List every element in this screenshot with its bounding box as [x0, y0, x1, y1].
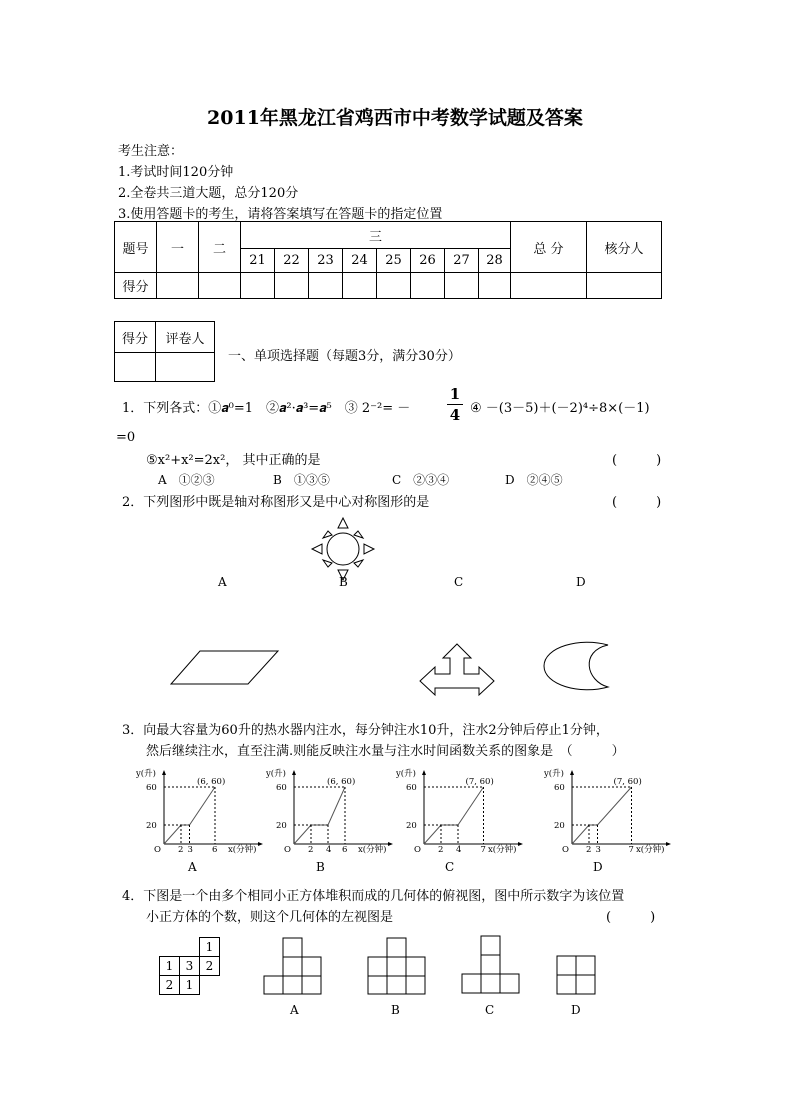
- section1-heading: 一、单项选择题（每题3分，满分30分）: [228, 349, 461, 364]
- q3-graph-d: [540, 768, 680, 856]
- q1-fraction: [447, 386, 463, 423]
- point-label: (6, 60): [327, 777, 356, 787]
- graph-xlabel: x(分钟): [228, 845, 257, 855]
- score-header-label: 题号: [115, 222, 157, 273]
- score-sub-21: 21: [241, 249, 275, 273]
- score-header-part3: 三: [241, 222, 511, 249]
- tick-x3: 7: [480, 845, 486, 855]
- graph-ylabel: y(升): [396, 769, 416, 779]
- point-label: (6, 60): [197, 777, 226, 787]
- tick-y20: 20: [406, 821, 417, 831]
- tick-x2: 4: [456, 845, 462, 855]
- grader-score-label: 得分: [115, 322, 156, 353]
- tick-y20: 20: [146, 821, 157, 831]
- score-sub-27: 27: [445, 249, 479, 273]
- q1-frac-den: 4: [449, 406, 461, 424]
- point-label: (7, 60): [613, 777, 642, 787]
- q1-cont: =0: [116, 430, 136, 445]
- graph-xlabel: x(分钟): [636, 845, 665, 855]
- top-view-cell: 2: [160, 976, 180, 995]
- q1-text: 1．下列各式：①𝒂⁰=1 ②𝒂²·𝒂³=𝒂⁵ ③ 2⁻²= －: [122, 401, 411, 416]
- q2-label-c[interactable]: C: [454, 575, 464, 589]
- score-cell[interactable]: [587, 273, 662, 299]
- left-view-a: [263, 937, 323, 995]
- tick-x3: 6: [342, 845, 348, 855]
- score-header-part2: 二: [199, 222, 241, 273]
- graph-ylabel: y(升): [136, 769, 156, 779]
- q2-label-d[interactable]: D: [576, 575, 586, 589]
- q3-graph-b: [262, 768, 402, 856]
- score-cell[interactable]: [309, 273, 343, 299]
- function-line: [294, 787, 345, 844]
- tick-y60: 60: [406, 783, 417, 793]
- tick-x2: 3: [595, 845, 601, 855]
- score-cell[interactable]: [411, 273, 445, 299]
- score-cell[interactable]: [199, 273, 241, 299]
- tick-y60: 60: [554, 783, 565, 793]
- tick-x3: 7: [628, 845, 634, 855]
- graph-xlabel: x(分钟): [488, 845, 517, 855]
- score-row-label: 得分: [115, 273, 157, 299]
- origin-label: O: [414, 845, 421, 855]
- q3-label-a[interactable]: A: [188, 860, 197, 874]
- graph-ylabel: y(升): [544, 769, 564, 779]
- q1-option-b[interactable]: B ①③⑤: [273, 473, 330, 487]
- q2-text: 2．下列图形中既是轴对称图形又是中心对称图形的是: [122, 495, 430, 510]
- y-axis-arrow: [422, 770, 426, 775]
- notes-item-1: 1.考试时间120分钟: [118, 165, 234, 180]
- q1-option-d[interactable]: D ②④⑤: [505, 473, 563, 487]
- q4-label-a[interactable]: A: [290, 1003, 299, 1017]
- grader-table: [114, 321, 215, 382]
- score-header-part1: 一: [157, 222, 199, 273]
- q3-label-d[interactable]: D: [593, 860, 603, 874]
- score-cell[interactable]: [445, 273, 479, 299]
- score-sub-26: 26: [411, 249, 445, 273]
- q4-line2: 小正方体的个数，则这个几何体的左视图是: [146, 910, 394, 925]
- function-line: [164, 787, 215, 844]
- function-line: [424, 787, 484, 844]
- tick-x2: 3: [187, 845, 193, 855]
- arrows-figure: [419, 643, 495, 697]
- tick-x1: 2: [178, 845, 184, 855]
- tick-x2: 4: [326, 845, 332, 855]
- graph-ylabel: y(升): [266, 769, 286, 779]
- top-view-cell: 2: [200, 957, 220, 976]
- top-view-cell: 1: [180, 976, 200, 995]
- score-cell[interactable]: [479, 273, 511, 299]
- grader-name-label: 评卷人: [156, 322, 215, 353]
- score-header-checker: 核分人: [587, 222, 662, 273]
- y-axis-arrow: [570, 770, 574, 775]
- notes-heading: 考生注意：: [118, 144, 184, 159]
- top-view-grid: [159, 937, 220, 995]
- q1-frac-num: 1: [449, 385, 461, 403]
- left-view-c: [461, 935, 521, 995]
- q1-text-2: ④ －(3－5)＋(－2)⁴÷8×(－1): [470, 401, 650, 416]
- x-axis-arrow: [518, 842, 523, 846]
- score-cell[interactable]: [511, 273, 587, 299]
- tick-x1: 2: [438, 845, 444, 855]
- q4-label-d[interactable]: D: [571, 1003, 581, 1017]
- top-view-cell: 1: [160, 957, 180, 976]
- tick-y20: 20: [276, 821, 287, 831]
- q3-label-b[interactable]: B: [316, 860, 325, 874]
- score-cell[interactable]: [275, 273, 309, 299]
- q3-graph-c: [392, 768, 532, 856]
- score-sub-25: 25: [377, 249, 411, 273]
- left-view-b: [367, 937, 427, 995]
- point-label: (7, 60): [465, 777, 494, 787]
- q3-graph-a: [132, 768, 272, 856]
- score-sub-24: 24: [343, 249, 377, 273]
- q4-line1: 4．下图是一个由多个相同小正方体堆积而成的几何体的俯视图，图中所示数字为该位置: [122, 889, 625, 904]
- q4-label-b[interactable]: B: [391, 1003, 400, 1017]
- y-axis-arrow: [162, 770, 166, 775]
- q2-label-b[interactable]: B: [339, 575, 348, 589]
- score-sub-28: 28: [479, 249, 511, 273]
- top-view-cell: 1: [200, 938, 220, 957]
- y-axis-arrow: [292, 770, 296, 775]
- q3-line1: 3．向最大容量为60升的热水器内注水，每分钟注水10升，注水2分钟后停止1分钟，: [122, 723, 609, 738]
- q1-frac-bar: [447, 404, 463, 405]
- q1-option-c[interactable]: C ②③④: [392, 473, 450, 487]
- tick-x1: 2: [586, 845, 592, 855]
- parallelogram-figure: [170, 650, 280, 686]
- tick-y60: 60: [276, 783, 287, 793]
- q4-answer-paren: ( ): [606, 910, 656, 925]
- score-header-total: 总 分: [511, 222, 587, 273]
- origin-label: O: [154, 845, 161, 855]
- q4-label-c[interactable]: C: [485, 1003, 495, 1017]
- tick-x1: 2: [308, 845, 314, 855]
- score-cell[interactable]: [343, 273, 377, 299]
- tick-y60: 60: [146, 783, 157, 793]
- score-table: [114, 221, 662, 299]
- notes-item-2: 2.全卷共三道大题，总分120分: [118, 186, 299, 201]
- q3-label-c[interactable]: C: [445, 860, 455, 874]
- origin-label: O: [284, 845, 291, 855]
- q1-answer-paren: ( ): [612, 453, 662, 468]
- score-cell[interactable]: [241, 273, 275, 299]
- q2-answer-paren: ( ): [612, 495, 662, 510]
- q1-line2: ⑤x²+x²=2x²， 其中正确的是: [146, 453, 321, 468]
- q3-line2: 然后继续注水，直至注满.则能反映注水量与注水时间函数关系的图象是 （ ）: [146, 744, 625, 759]
- q1-option-a[interactable]: A ①②③: [158, 473, 215, 487]
- function-line: [572, 787, 632, 844]
- crescent-figure: [540, 641, 612, 691]
- q2-label-a[interactable]: A: [218, 575, 227, 589]
- page-title: 2011年黑龙江省鸡西市中考数学试题及答案: [207, 107, 583, 129]
- score-cell[interactable]: [377, 273, 411, 299]
- grader-name-cell[interactable]: [156, 353, 215, 382]
- tick-x3: 6: [212, 845, 218, 855]
- graph-xlabel: x(分钟): [358, 845, 387, 855]
- score-cell[interactable]: [157, 273, 199, 299]
- score-sub-22: 22: [275, 249, 309, 273]
- grader-score-cell[interactable]: [115, 353, 156, 382]
- tick-y20: 20: [554, 821, 565, 831]
- origin-label: O: [562, 845, 569, 855]
- notes-item-3: 3.使用答题卡的考生，请将答案填写在答题卡的指定位置: [118, 207, 443, 222]
- x-axis-arrow: [666, 842, 671, 846]
- score-sub-23: 23: [309, 249, 343, 273]
- top-view-cell: 3: [180, 957, 200, 976]
- left-view-d: [556, 955, 596, 995]
